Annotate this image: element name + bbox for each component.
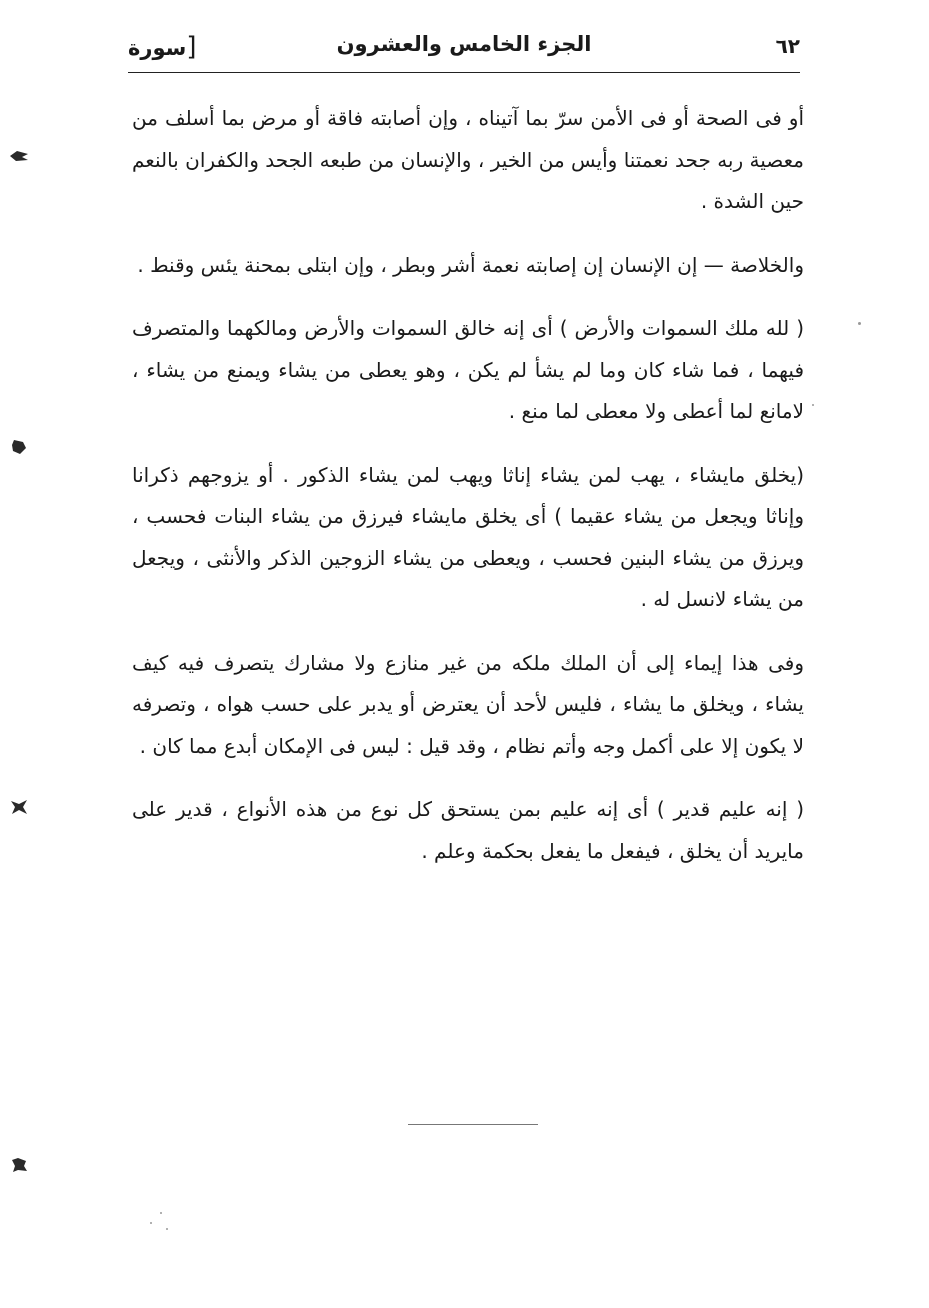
binding-hole-mark: [8, 148, 30, 164]
bracket-mark: [: [186, 32, 197, 62]
binding-hole-icon: [8, 798, 30, 816]
body-text: [132, 98, 804, 894]
surah-label-text: سورة: [128, 36, 187, 60]
binding-hole-mark: [8, 438, 30, 454]
page-number: ٦٢: [775, 34, 800, 58]
paper-speck: [812, 404, 814, 406]
binding-hole-icon: [8, 148, 30, 164]
binding-hole-icon: [8, 1156, 30, 1174]
paragraph-1: أو فى الصحة أو فى الأمن سرّ بما آتيناه ، وإن أصابته فاقة أو مرض بما أسلف من معصية ربه جحد نعمتنا وأيس من الخير ، والإنسان من طبعه الجحد والكفران بالنعم حين الشدة .: [132, 106, 804, 213]
paragraph-5: وفى هذا إيماء إلى أن الملك ملكه من غير منازع ولا مشارك يتصرف فيه كيف يشاء ، ويخلق ما يشاء ، فليس لأحد أن يعترض أو يدبر على حسب هواه ، وتصرفه لا يكون إلا على أكمل وجه وأتم نظام ، وقد قيل : ليس فى الإمكان أبدع مما كان .: [132, 650, 804, 758]
paragraph-2: والخلاصة — إن الإنسان إن إصابته نعمة أشر وبطر ، وإن ابتلى بمحنة يئس وقنط .: [137, 252, 804, 277]
binding-hole-mark: [8, 1156, 30, 1172]
page-header: [128, 28, 800, 72]
binding-hole-mark: [8, 798, 30, 814]
binding-hole-icon: [8, 438, 30, 456]
header-rule: [128, 72, 800, 73]
paragraph-4: (يخلق مايشاء ، يهب لمن يشاء إناثا ويهب لمن يشاء الذكور . أو يزوجهم ذكرانا وإناثا ويجعل من يشاء عقيما ) أى يخلق مايشاء فيرزق من يشاء البنات فحسب ، ويرزق من يشاء البنين فحسب ، ويعطى من يشاء الزوجين الذكر والأنثى ، ويجعل من يشاء لانسل له .: [132, 462, 804, 611]
end-rule: [408, 1124, 538, 1125]
paragraph-6: ( إنه عليم قدير ) أى إنه عليم بمن يستحق كل نوع من هذه الأنواع ، قدير على مايريد أن يخلق ، فيفعل ما يفعل بحكمة وعلم .: [132, 797, 804, 863]
paper-speck: [166, 1228, 168, 1230]
paragraph-3: ( لله ملك السموات والأرض ) أى إنه خالق السموات والأرض ومالكهما والمتصرف فيهما ، فما شاء كان وما لم يشأ لم يكن ، وهو يعطى من يشاء ويمنع من يشاء ، لامانع لما أعطى ولا معطى لما منع .: [132, 316, 804, 423]
surah-label: [128, 32, 198, 62]
paper-speck: [150, 1222, 152, 1224]
running-title: الجزء الخامس والعشرون: [336, 32, 592, 56]
paper-speck: [160, 1212, 162, 1214]
paper-speck: [858, 322, 861, 325]
